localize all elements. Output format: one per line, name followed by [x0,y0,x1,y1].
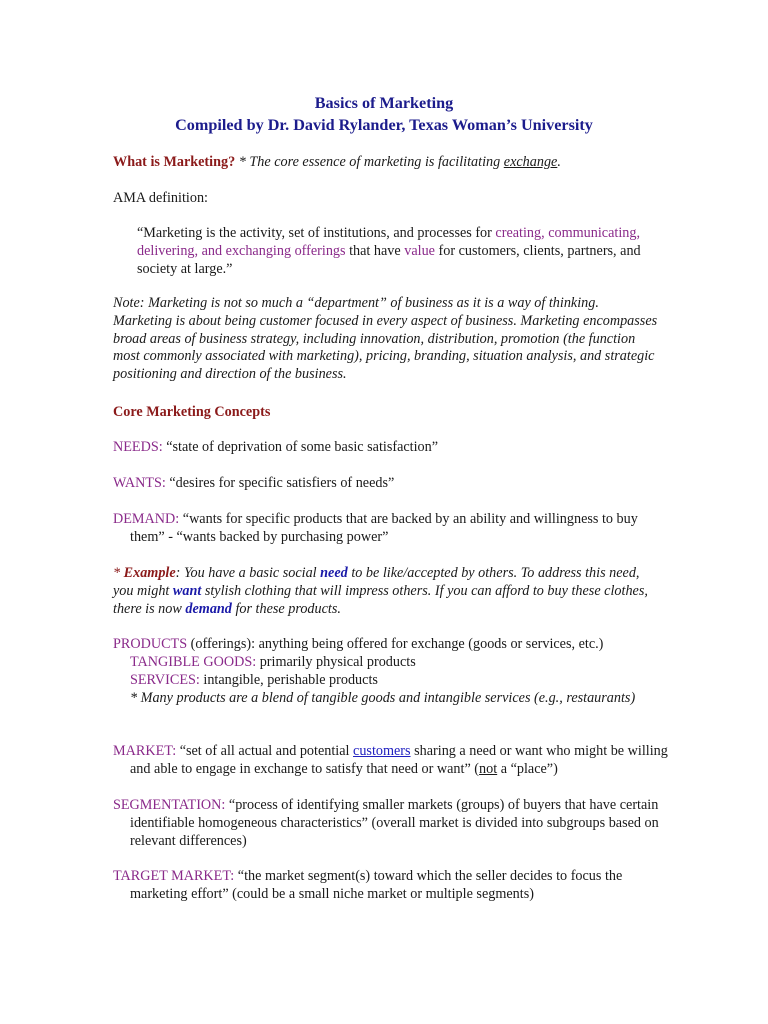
ama-quote-middle: that have [345,243,405,259]
needs-definition [113,438,658,456]
services-def: intangible, perishable products [199,672,378,688]
products-term: PRODUCTS [113,636,188,652]
what-is-period: . [557,154,561,170]
demand-definition [113,510,675,546]
wants-definition [113,474,658,492]
marketing-note: Note: Marketing is not so much a “department” of business as it is a way of thinking. Marketing is about being customer focused in every aspect of business. Marketing encompasses broad areas of business strategy, including innovation, distribution, promotion (the function most commonly associated with marketing), pricing, branding, situation analysis, and strategic positioning and direction of the business. [113,295,658,383]
example-demand-word: demand [185,601,232,617]
ama-quote-highlight-value: value [404,243,435,259]
tangible-goods-term: TANGIBLE GOODS: [130,654,257,670]
products-blend-note: * Many products are a blend of tangible goods and intangible services (e.g., restaurants) [130,690,636,706]
products-def: (offerings): anything being offered for exchange (goods or services, etc.) [187,636,604,652]
what-is-marketing-line [113,153,658,171]
core-concepts-heading: Core Marketing Concepts [113,404,271,420]
wants-def: “desires for specific satisfiers of needs” [165,475,395,491]
wants-term: WANTS: [113,475,166,491]
ama-quote-highlight-activities: creating, communicating, delivering, and exchanging offerings [137,225,641,259]
example-label: Example [123,565,176,581]
ama-label: AMA definition: [113,190,208,206]
target-market-term: TARGET MARKET: [113,868,235,884]
customers-link[interactable]: customers [353,743,411,759]
market-def-3: a “place”) [497,761,558,777]
market-def-2: sharing a need or want who might be willing and able to engage in exchange to satisfy that need or want” ( [130,743,668,777]
demand-term: DEMAND: [113,511,180,527]
example-text-1: : You have a basic social [175,565,321,581]
ama-definition-quote [137,224,659,278]
target-market-definition [113,867,675,903]
segmentation-definition [113,796,675,850]
example-want-word: want [172,583,202,599]
segmentation-def: “process of identifying smaller markets (groups) of buyers that have certain identifiable homogeneous characteristics” (overall market is divided into subgroups based on relevant differences) [130,797,659,849]
market-term: MARKET: [113,743,177,759]
example-text-4: for these products. [231,601,341,617]
exchange-word: exchange [503,154,558,170]
example-text-2: to be like/accepted by others. To address this need, you might [113,565,640,599]
target-market-def: “the market segment(s) toward which the seller decides to focus the marketing effort” (could be a small niche market or multiple segments) [130,868,623,902]
document-subtitle: Compiled by Dr. David Rylander, Texas Woman’s University [175,116,593,134]
market-not-word: not [479,761,498,777]
tangible-goods-def: primarily physical products [256,654,416,670]
needs-term: NEEDS: [113,439,163,455]
what-is-marketing-heading: What is Marketing? [113,154,236,170]
example-text-3: stylish clothing that will impress others. If you can afford to buy these clothes, there is now [113,583,648,617]
example-star: * [113,565,124,581]
what-is-marketing-text: * The core essence of marketing is facilitating [235,154,504,170]
example-paragraph [113,564,658,618]
needs-def: “state of deprivation of some basic satisfaction” [162,439,439,455]
services-definition [113,671,675,689]
tangible-goods-definition [113,653,675,671]
market-definition [113,742,675,778]
example-need-word: need [320,565,348,581]
market-def-1: “set of all actual and potential [176,743,354,759]
products-definition [113,635,658,653]
demand-def: “wants for specific products that are backed by an ability and willingness to buy them” - “wants backed by purchasing power” [130,511,638,545]
document-title: Basics of Marketing [314,94,454,112]
ama-quote-close: for customers, clients, partners, and society at large.” [137,243,641,277]
ama-quote-open: “Marketing is the activity, set of institutions, and processes for [137,225,496,241]
services-term: SERVICES: [130,672,200,688]
segmentation-term: SEGMENTATION: [113,797,226,813]
